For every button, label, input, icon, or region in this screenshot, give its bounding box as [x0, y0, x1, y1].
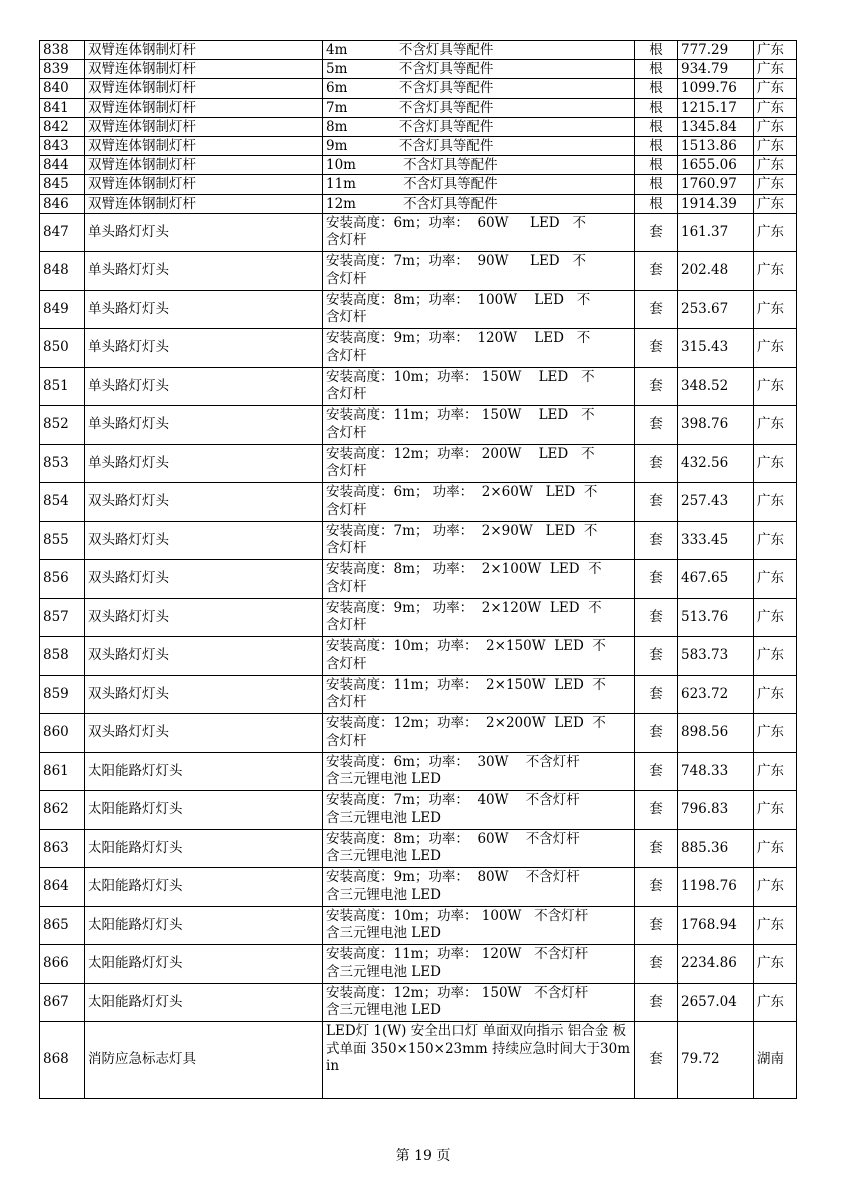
item-price: 348.52: [678, 367, 754, 406]
item-name: 单头路灯灯头: [85, 444, 323, 483]
table-row: [40, 444, 797, 483]
item-price: 1099.76: [678, 79, 754, 98]
item-number: 846: [40, 194, 85, 213]
item-number: 840: [40, 79, 85, 98]
item-region: 广东: [754, 175, 797, 194]
item-number: 866: [40, 945, 85, 984]
item-name: 双头路灯灯头: [85, 714, 323, 753]
item-name: 双头路灯灯头: [85, 637, 323, 676]
item-price: 257.43: [678, 483, 754, 522]
item-unit: 套: [635, 945, 678, 984]
table-row: [40, 213, 797, 252]
item-name: 太阳能路灯灯头: [85, 945, 323, 984]
item-price: 1215.17: [678, 98, 754, 117]
item-region: 广东: [754, 714, 797, 753]
item-spec: 安装高度：12m；功率： 200W LED 不 含灯杆: [323, 444, 635, 483]
item-number: 859: [40, 675, 85, 714]
item-number: 858: [40, 637, 85, 676]
item-spec: 安装高度：11m；功率： 150W LED 不 含灯杆: [323, 406, 635, 445]
item-number: 857: [40, 598, 85, 637]
item-region: 广东: [754, 560, 797, 599]
item-spec: 安装高度：12m；功率： 2×200W LED 不 含灯杆: [323, 714, 635, 753]
item-name: 双臂连体钢制灯杆: [85, 136, 323, 155]
item-price: 1655.06: [678, 156, 754, 175]
item-spec: 安装高度：7m；功率： 90W LED 不 含灯杆: [323, 252, 635, 291]
item-region: 广东: [754, 675, 797, 714]
item-region: 广东: [754, 41, 797, 60]
item-number: 855: [40, 521, 85, 560]
item-price: 513.76: [678, 598, 754, 637]
item-price: 2657.04: [678, 983, 754, 1022]
item-name: 消防应急标志灯具: [85, 1022, 323, 1099]
item-spec: 安装高度：10m；功率： 100W 不含灯杆 含三元锂电池 LED: [323, 906, 635, 945]
item-unit: 根: [635, 175, 678, 194]
table-row: [40, 906, 797, 945]
item-name: 双头路灯灯头: [85, 483, 323, 522]
item-spec: 安装高度：7m； 功率： 2×90W LED 不 含灯杆: [323, 521, 635, 560]
table-row: [40, 367, 797, 406]
item-spec: 安装高度：6m； 功率： 2×60W LED 不 含灯杆: [323, 483, 635, 522]
item-spec: 安装高度：6m；功率： 30W 不含灯杆 含三元锂电池 LED: [323, 752, 635, 791]
item-region: 广东: [754, 117, 797, 136]
item-spec: 7m 不含灯具等配件: [323, 98, 635, 117]
item-name: 双头路灯灯头: [85, 675, 323, 714]
item-spec: 安装高度：11m；功率： 120W 不含灯杆 含三元锂电池 LED: [323, 945, 635, 984]
price-table-body: [40, 41, 797, 1099]
item-unit: 根: [635, 41, 678, 60]
item-unit: 套: [635, 560, 678, 599]
item-price: 1198.76: [678, 868, 754, 907]
item-name: 双臂连体钢制灯杆: [85, 60, 323, 79]
item-region: 广东: [754, 156, 797, 175]
item-price: 583.73: [678, 637, 754, 676]
item-unit: 套: [635, 367, 678, 406]
item-unit: 套: [635, 1022, 678, 1099]
item-number: 852: [40, 406, 85, 445]
item-name: 双头路灯灯头: [85, 598, 323, 637]
item-number: 868: [40, 1022, 85, 1099]
item-price: 1768.94: [678, 906, 754, 945]
item-unit: 根: [635, 98, 678, 117]
item-name: 单头路灯灯头: [85, 367, 323, 406]
item-price: 1914.39: [678, 194, 754, 213]
item-price: 79.72: [678, 1022, 754, 1099]
item-number: 838: [40, 41, 85, 60]
item-name: 双臂连体钢制灯杆: [85, 156, 323, 175]
item-spec: 4m 不含灯具等配件: [323, 41, 635, 60]
item-unit: 根: [635, 194, 678, 213]
table-row: [40, 175, 797, 194]
item-name: 双臂连体钢制灯杆: [85, 98, 323, 117]
item-price: 934.79: [678, 60, 754, 79]
table-row: [40, 406, 797, 445]
table-row: [40, 194, 797, 213]
item-number: 842: [40, 117, 85, 136]
item-price: 623.72: [678, 675, 754, 714]
item-unit: 根: [635, 60, 678, 79]
item-spec: 安装高度：10m；功率： 2×150W LED 不 含灯杆: [323, 637, 635, 676]
item-price: 202.48: [678, 252, 754, 291]
item-region: 广东: [754, 637, 797, 676]
table-row: [40, 791, 797, 830]
item-unit: 套: [635, 290, 678, 329]
item-name: 太阳能路灯灯头: [85, 752, 323, 791]
table-row: [40, 560, 797, 599]
item-unit: 根: [635, 136, 678, 155]
item-region: 广东: [754, 98, 797, 117]
item-name: 太阳能路灯灯头: [85, 983, 323, 1022]
item-region: 广东: [754, 983, 797, 1022]
table-row: [40, 945, 797, 984]
item-name: 单头路灯灯头: [85, 252, 323, 291]
item-unit: 套: [635, 329, 678, 368]
item-region: 广东: [754, 598, 797, 637]
table-row: [40, 117, 797, 136]
item-unit: 套: [635, 213, 678, 252]
item-spec: 6m 不含灯具等配件: [323, 79, 635, 98]
table-row: [40, 329, 797, 368]
item-name: 单头路灯灯头: [85, 290, 323, 329]
table-row: [40, 41, 797, 60]
item-unit: 套: [635, 829, 678, 868]
item-region: 广东: [754, 290, 797, 329]
item-spec: 安装高度：8m； 功率： 2×100W LED 不 含灯杆: [323, 560, 635, 599]
item-number: 863: [40, 829, 85, 868]
item-price: 315.43: [678, 329, 754, 368]
item-number: 851: [40, 367, 85, 406]
item-spec: 安装高度：6m；功率： 60W LED 不 含灯杆: [323, 213, 635, 252]
item-region: 广东: [754, 79, 797, 98]
item-region: 广东: [754, 367, 797, 406]
item-region: 广东: [754, 252, 797, 291]
item-price: 432.56: [678, 444, 754, 483]
item-unit: 套: [635, 598, 678, 637]
item-unit: 根: [635, 156, 678, 175]
item-price: 898.56: [678, 714, 754, 753]
item-region: 广东: [754, 213, 797, 252]
item-number: 850: [40, 329, 85, 368]
item-name: 双臂连体钢制灯杆: [85, 117, 323, 136]
item-spec: 安装高度：7m；功率： 40W 不含灯杆 含三元锂电池 LED: [323, 791, 635, 830]
item-number: 862: [40, 791, 85, 830]
item-region: 广东: [754, 521, 797, 560]
item-region: 广东: [754, 483, 797, 522]
item-spec: 安装高度：11m；功率： 2×150W LED 不 含灯杆: [323, 675, 635, 714]
item-spec: 安装高度：9m； 功率： 2×120W LED 不 含灯杆: [323, 598, 635, 637]
item-unit: 套: [635, 675, 678, 714]
table-row: [40, 598, 797, 637]
table-row: [40, 98, 797, 117]
item-name: 双头路灯灯头: [85, 521, 323, 560]
item-number: 860: [40, 714, 85, 753]
table-row: [40, 829, 797, 868]
item-region: 广东: [754, 60, 797, 79]
item-number: 867: [40, 983, 85, 1022]
table-row: [40, 521, 797, 560]
item-name: 双臂连体钢制灯杆: [85, 41, 323, 60]
item-price: 796.83: [678, 791, 754, 830]
item-unit: 套: [635, 444, 678, 483]
item-unit: 套: [635, 868, 678, 907]
item-unit: 套: [635, 637, 678, 676]
item-price: 161.37: [678, 213, 754, 252]
item-unit: 套: [635, 483, 678, 522]
item-spec: 8m 不含灯具等配件: [323, 117, 635, 136]
item-spec: 安装高度：8m；功率： 60W 不含灯杆 含三元锂电池 LED: [323, 829, 635, 868]
item-region: 广东: [754, 868, 797, 907]
item-unit: 套: [635, 406, 678, 445]
item-name: 单头路灯灯头: [85, 329, 323, 368]
item-spec: 安装高度：9m；功率： 120W LED 不 含灯杆: [323, 329, 635, 368]
item-region: 广东: [754, 329, 797, 368]
item-region: 广东: [754, 829, 797, 868]
table-row: [40, 136, 797, 155]
item-number: 865: [40, 906, 85, 945]
item-unit: 套: [635, 252, 678, 291]
item-price: 748.33: [678, 752, 754, 791]
item-name: 双臂连体钢制灯杆: [85, 194, 323, 213]
item-unit: 套: [635, 983, 678, 1022]
item-number: 839: [40, 60, 85, 79]
item-region: 广东: [754, 136, 797, 155]
item-name: 太阳能路灯灯头: [85, 829, 323, 868]
item-price: 398.76: [678, 406, 754, 445]
item-region: 湖南: [754, 1022, 797, 1099]
item-spec: 9m 不含灯具等配件: [323, 136, 635, 155]
item-region: 广东: [754, 791, 797, 830]
item-unit: 套: [635, 521, 678, 560]
item-unit: 根: [635, 117, 678, 136]
table-row: [40, 252, 797, 291]
item-name: 双臂连体钢制灯杆: [85, 79, 323, 98]
table-row: [40, 60, 797, 79]
item-spec: 5m 不含灯具等配件: [323, 60, 635, 79]
item-price: 2234.86: [678, 945, 754, 984]
table-row: [40, 290, 797, 329]
item-unit: 套: [635, 906, 678, 945]
item-number: 843: [40, 136, 85, 155]
item-name: 单头路灯灯头: [85, 213, 323, 252]
item-price: 1345.84: [678, 117, 754, 136]
item-price: 467.65: [678, 560, 754, 599]
table-row: [40, 983, 797, 1022]
table-row: [40, 156, 797, 175]
item-spec: 10m 不含灯具等配件: [323, 156, 635, 175]
table-row: [40, 675, 797, 714]
item-name: 太阳能路灯灯头: [85, 868, 323, 907]
table-row: [40, 637, 797, 676]
item-region: 广东: [754, 406, 797, 445]
item-name: 双臂连体钢制灯杆: [85, 175, 323, 194]
item-unit: 套: [635, 752, 678, 791]
item-price: 333.45: [678, 521, 754, 560]
page-number: 第 19 页: [395, 1148, 451, 1164]
item-number: 856: [40, 560, 85, 599]
item-number: 853: [40, 444, 85, 483]
item-region: 广东: [754, 906, 797, 945]
table-row: [40, 79, 797, 98]
table-row: [40, 868, 797, 907]
item-price: 885.36: [678, 829, 754, 868]
item-name: 太阳能路灯灯头: [85, 791, 323, 830]
item-price: 253.67: [678, 290, 754, 329]
item-region: 广东: [754, 945, 797, 984]
item-spec: 安装高度：10m；功率： 150W LED 不 含灯杆: [323, 367, 635, 406]
item-price: 777.29: [678, 41, 754, 60]
table-row: [40, 714, 797, 753]
price-table: [39, 40, 797, 1099]
item-number: 844: [40, 156, 85, 175]
item-name: 太阳能路灯灯头: [85, 906, 323, 945]
item-unit: 根: [635, 79, 678, 98]
item-region: 广东: [754, 194, 797, 213]
item-price: 1760.97: [678, 175, 754, 194]
item-spec: 12m 不含灯具等配件: [323, 194, 635, 213]
item-unit: 套: [635, 791, 678, 830]
item-spec: 安装高度：12m；功率： 150W 不含灯杆 含三元锂电池 LED: [323, 983, 635, 1022]
table-row: [40, 1022, 797, 1099]
table-row: [40, 483, 797, 522]
item-price: 1513.86: [678, 136, 754, 155]
item-region: 广东: [754, 444, 797, 483]
item-number: 841: [40, 98, 85, 117]
item-spec: 安装高度：9m；功率： 80W 不含灯杆 含三元锂电池 LED: [323, 868, 635, 907]
item-number: 864: [40, 868, 85, 907]
item-name: 双头路灯灯头: [85, 560, 323, 599]
item-spec: 安装高度：8m；功率： 100W LED 不 含灯杆: [323, 290, 635, 329]
item-number: 848: [40, 252, 85, 291]
item-number: 845: [40, 175, 85, 194]
table-row: [40, 752, 797, 791]
item-spec: 11m 不含灯具等配件: [323, 175, 635, 194]
item-name: 单头路灯灯头: [85, 406, 323, 445]
item-number: 849: [40, 290, 85, 329]
item-number: 854: [40, 483, 85, 522]
item-number: 847: [40, 213, 85, 252]
item-unit: 套: [635, 714, 678, 753]
item-number: 861: [40, 752, 85, 791]
item-spec: LED灯 1(W) 安全出口灯 单面双向指示 铝合金 板式单面 350×150×23mm 持续应急时间大于30min: [323, 1022, 635, 1099]
item-region: 广东: [754, 752, 797, 791]
